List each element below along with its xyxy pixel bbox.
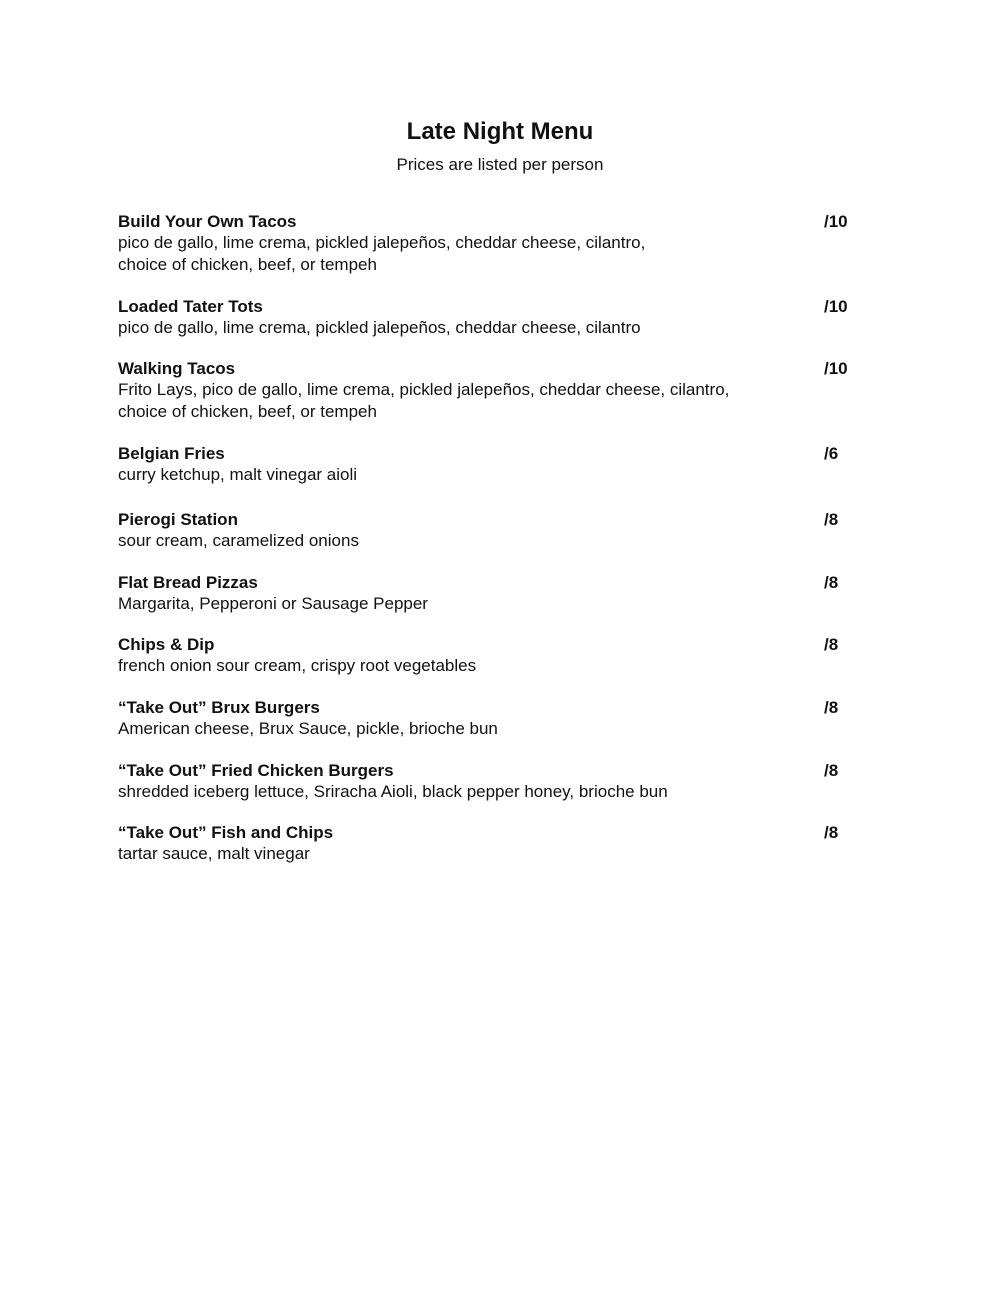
menu-item bbox=[118, 760, 878, 803]
menu-item bbox=[118, 443, 878, 486]
item-description: American cheese, Brux Sauce, pickle, brioche bun bbox=[118, 719, 498, 738]
menu-item bbox=[118, 358, 878, 422]
item-name: “Take Out” Fish and Chips bbox=[118, 823, 334, 842]
menu-header bbox=[0, 116, 1000, 176]
item-description: french onion sour cream, crispy root vegetables bbox=[118, 656, 477, 675]
item-price: /8 bbox=[824, 823, 839, 842]
menu-item bbox=[118, 296, 878, 339]
item-description: tartar sauce, malt vinegar bbox=[118, 844, 310, 863]
item-price: /8 bbox=[824, 573, 839, 592]
item-description: pico de gallo, lime crema, pickled jalepeños, cheddar cheese, cilantro, choice of chicken, beef, or tempeh bbox=[118, 233, 646, 274]
item-description: Frito Lays, pico de gallo, lime crema, pickled jalepeños, cheddar cheese, cilantro, choice of chicken, beef, or tempeh bbox=[118, 380, 730, 421]
item-price: /10 bbox=[824, 359, 848, 378]
menu-item bbox=[118, 634, 878, 677]
menu-item bbox=[118, 697, 878, 740]
item-name: Loaded Tater Tots bbox=[118, 297, 263, 316]
item-price: /10 bbox=[824, 212, 848, 231]
item-description: Margarita, Pepperoni or Sausage Pepper bbox=[118, 594, 428, 613]
item-name: Belgian Fries bbox=[118, 444, 225, 463]
item-description: pico de gallo, lime crema, pickled jalepeños, cheddar cheese, cilantro bbox=[118, 318, 641, 337]
item-name: Chips & Dip bbox=[118, 635, 215, 654]
menu-item bbox=[118, 211, 878, 275]
item-name: Walking Tacos bbox=[118, 359, 236, 378]
item-name: Pierogi Station bbox=[118, 510, 238, 529]
menu-item bbox=[118, 509, 878, 552]
page-subtitle: Prices are listed per person bbox=[396, 155, 604, 174]
item-name: “Take Out” Brux Burgers bbox=[118, 698, 320, 717]
item-description: shredded iceberg lettuce, Sriracha Aioli, black pepper honey, brioche bun bbox=[118, 782, 668, 801]
item-description: curry ketchup, malt vinegar aioli bbox=[118, 465, 358, 484]
item-price: /6 bbox=[824, 444, 839, 463]
page-title: Late Night Menu bbox=[406, 118, 594, 145]
item-description: sour cream, caramelized onions bbox=[118, 531, 359, 550]
menu-item bbox=[118, 822, 878, 865]
item-name: Build Your Own Tacos bbox=[118, 212, 297, 231]
item-price: /8 bbox=[824, 698, 839, 717]
item-price: /10 bbox=[824, 297, 848, 316]
item-price: /8 bbox=[824, 635, 839, 654]
item-name: Flat Bread Pizzas bbox=[118, 573, 258, 592]
item-price: /8 bbox=[824, 761, 839, 780]
item-price: /8 bbox=[824, 510, 839, 529]
item-name: “Take Out” Fried Chicken Burgers bbox=[118, 761, 394, 780]
menu-item bbox=[118, 572, 878, 615]
